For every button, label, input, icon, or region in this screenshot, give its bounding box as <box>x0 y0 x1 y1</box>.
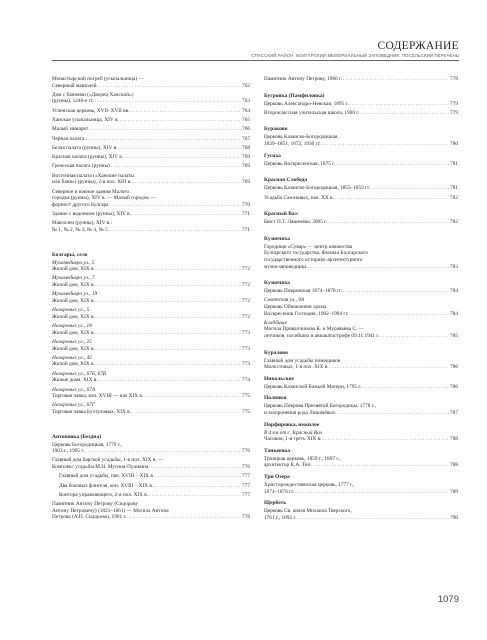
toc-entry-page: 773 <box>242 361 250 368</box>
toc-entry-title: Назаровых ул., 18 <box>52 323 92 330</box>
toc-entry-title: Второклассная учительская школа, 1900 г. <box>264 109 360 116</box>
toc-leader-dots <box>85 136 241 143</box>
toc-entry[interactable] <box>52 323 250 336</box>
toc-entry[interactable] <box>264 384 458 391</box>
toc-section-heading: Куралово <box>264 349 288 356</box>
toc-leader-dots <box>336 161 449 168</box>
toc-leader-dots <box>96 298 241 305</box>
toc-entry-title: Жилой дом, XIX в. <box>52 266 95 273</box>
toc-entry-title: Жилой дом, XIX в. <box>52 329 95 336</box>
toc-entry-title: Кладбище <box>264 319 288 326</box>
toc-left-column <box>52 76 250 524</box>
toc-leader-dots <box>337 410 450 417</box>
toc-entry-page: 768 <box>242 144 250 151</box>
toc-leader-dots <box>96 346 241 353</box>
toc-entry[interactable] <box>264 403 458 416</box>
toc-entry-title: Назаровых ул., 25 <box>52 338 92 345</box>
toc-entry-page: 781 <box>450 185 458 192</box>
toc-entry-title: № 1, № 2, № 3, № 4, № 5 <box>52 226 108 233</box>
toc-entry-page: 769 <box>242 154 250 161</box>
toc-entry-title: Здание с водоемом (руины), XIV в. <box>52 211 131 218</box>
toc-entry-title: Успенская церковь, XVII–XVII вв. <box>52 107 130 114</box>
toc-entry-title: Могила Привалчинова К. и Муравьёва С. — <box>264 326 364 333</box>
toc-entry[interactable] <box>52 483 250 490</box>
toc-entry[interactable] <box>52 117 250 124</box>
toc-entry[interactable] <box>52 108 250 115</box>
toc-section-heading: Антоновка (Бездна) <box>52 433 102 440</box>
toc-entry[interactable] <box>52 339 250 352</box>
toc-entry[interactable] <box>264 456 458 469</box>
toc-entry-page: 786 <box>450 383 458 390</box>
toc-entry-title: Назаровых ул., 67Б, 67В <box>52 370 107 377</box>
toc-section-heading: Кузнечиха <box>264 280 290 287</box>
toc-entry-page: 776 <box>242 448 250 455</box>
toc-leader-dots <box>380 333 449 340</box>
toc-entry[interactable] <box>52 76 250 89</box>
toc-entry-title: В 4 км от с. Красный Вал <box>264 429 323 436</box>
toc-entry-page: 785 <box>450 333 458 340</box>
toc-leader-dots <box>124 154 241 161</box>
toc-entry[interactable] <box>264 110 458 117</box>
toc-entry[interactable] <box>52 211 250 218</box>
toc-leader-dots <box>360 110 449 117</box>
toc-entry[interactable] <box>52 163 250 170</box>
toc-entry-page: 772 <box>242 282 250 288</box>
toc-entry-title: 1761 г., 1892 г. <box>264 514 297 521</box>
toc-entry-title: Черная палата <box>52 135 85 142</box>
toc-entry-title: Жилой дом, XIX в. <box>52 361 95 368</box>
toc-leader-dots <box>118 145 241 152</box>
toc-entry-title: Городище «Сувар» — центр княжества <box>264 243 353 250</box>
toc-entry[interactable] <box>264 134 458 147</box>
toc-entry-page: 790 <box>450 514 458 521</box>
toc-leader-dots <box>99 377 241 384</box>
toc-leader-dots <box>132 211 241 218</box>
toc-entry-page: 772 <box>242 297 250 304</box>
toc-leader-dots <box>307 264 449 271</box>
toc-entry[interactable] <box>52 402 250 415</box>
toc-entry-title: Северный мавзолей <box>52 82 97 89</box>
toc-entry[interactable] <box>52 154 250 161</box>
toc-entry-title: летчиков, погибших в авиакатастрофе 09.11.1941 г. <box>264 333 380 340</box>
toc-entry-page: 777 <box>242 482 250 489</box>
toc-entry-title: и захоронения рода Лишачёвых <box>264 410 336 416</box>
toc-entry-page: 779 <box>450 109 458 116</box>
toc-entry-title: или баня») (руины), 2-я пол. XIII в. <box>52 179 132 186</box>
toc-entry[interactable] <box>264 358 458 371</box>
toc-leader-dots <box>295 489 449 496</box>
toc-entry[interactable] <box>52 189 250 209</box>
toc-entry-title: Торговая лавка, кон. XVIII — нач XIX в. <box>52 393 144 400</box>
toc-right-column <box>264 76 458 524</box>
toc-entry-page: 767 <box>242 135 250 142</box>
toc-entry[interactable] <box>264 482 458 495</box>
toc-entry-page: 775 <box>242 393 250 400</box>
toc-entry-title: музея-заповедника <box>264 263 307 270</box>
toc-entry[interactable] <box>52 260 250 273</box>
toc-entry[interactable] <box>52 387 250 400</box>
toc-entry-page: 769 <box>242 179 250 186</box>
toc-leader-dots <box>330 364 449 371</box>
toc-leader-dots <box>362 384 449 391</box>
toc-entry-title: 1839–1851, 1872, 1930 гг. <box>264 141 321 148</box>
toc-entry-page: 781 <box>450 160 458 167</box>
toc-entry-title: Церковь Александро-Невская, 1895 г. <box>264 100 349 107</box>
header-divider <box>52 60 459 61</box>
toc-entry-title: Назаровых ул., 5 <box>52 307 90 314</box>
toc-leader-dots <box>297 515 449 522</box>
toc-entry-title: Бюст П.Т. Ляшечёва, 2005 г. <box>264 219 328 226</box>
toc-section-heading: Гусиха <box>264 152 281 159</box>
toc-entry-title: Памятник Антону Петрову, 1966 г. <box>264 76 342 82</box>
toc-entry-title: Усадьба Сазоновых, нач. XX в. <box>264 194 334 201</box>
toc-entry[interactable] <box>52 291 250 304</box>
toc-section-heading: Танкеевка <box>264 447 291 454</box>
toc-entry-page: 770 <box>242 201 250 208</box>
toc-entry[interactable] <box>52 126 250 133</box>
toc-leader-dots <box>96 282 241 289</box>
toc-entry-title: Церковь Казанско-Богородицкая, <box>264 134 339 141</box>
toc-entry-title: Антону Петровичу) (1821–1861) — Могила Антона <box>52 507 169 514</box>
toc-entry[interactable] <box>264 320 458 340</box>
toc-leader-dots <box>155 473 241 480</box>
toc-leader-dots <box>95 98 241 105</box>
toc-entry[interactable] <box>52 307 250 320</box>
toc-leader-dots <box>132 179 241 186</box>
toc-entry-page: 787 <box>450 410 458 416</box>
toc-entry[interactable] <box>52 136 250 143</box>
toc-entry-page: 773 <box>242 329 250 336</box>
toc-section-heading: Полянки <box>264 395 287 402</box>
toc-entry-page: 776 <box>242 464 250 471</box>
toc-leader-dots <box>109 227 241 234</box>
toc-entry-page: 772 <box>242 313 250 320</box>
toc-leader-dots <box>111 163 241 170</box>
toc-entry-title: Петрова (А.П. Сидорова), 1961 г. <box>52 514 127 521</box>
toc-section-heading: Красный Вал <box>264 211 298 218</box>
toc-entry[interactable] <box>52 501 250 521</box>
toc-leader-dots <box>109 202 241 209</box>
toc-entry-title: Мавзолеи (руины), XIV в.: <box>52 220 112 227</box>
toc-entry-title: форпост другого Булгара <box>52 201 109 208</box>
toc-entry-title: Назаровых ул., 67А <box>52 386 96 393</box>
toc-entry-page: 769 <box>242 163 250 170</box>
toc-entry[interactable] <box>264 219 458 226</box>
toc-entry-title: Мухамедьяра ул., 7 <box>52 275 95 282</box>
toc-entry-title: Комплекс усадьбы М.Н. Мусина-Пушкина <box>52 464 149 471</box>
toc-entry-title: Воскресения Господня, 1902–1904 гг. <box>264 310 349 317</box>
toc-entry-page: 771 <box>242 226 250 233</box>
toc-entry[interactable] <box>52 145 250 152</box>
toc-leader-dots <box>120 117 241 124</box>
toc-entry-page: 772 <box>242 266 250 273</box>
toc-entry-title: государственного историко-архитектурного <box>264 256 363 263</box>
toc-entry-title: Жилой дом, XIX в. <box>52 313 95 320</box>
toc-entry[interactable] <box>52 492 250 499</box>
toc-entry[interactable] <box>52 473 250 480</box>
toc-entry-page: 780 <box>450 141 458 148</box>
toc-entry-title: Церковь Казанской Божьей Матери, 1795 г. <box>264 383 362 390</box>
toc-entry-page: 777 <box>242 473 250 480</box>
toc-entry-title: Северное и южное здания Малого <box>52 188 130 195</box>
toc-entry[interactable] <box>52 92 250 105</box>
toc-entry-page: 775 <box>242 409 250 415</box>
toc-entry-page: 766 <box>242 126 250 133</box>
toc-entry-title: Назаровых ул., 45 <box>52 354 92 361</box>
toc-entry-title: Монастырский погреб (усыпальница) — <box>52 76 144 82</box>
toc-entry-title: Памятник Антону Петрову (Сидорову <box>52 501 139 508</box>
page-title: СОДЕРЖАНИЕ <box>377 40 459 52</box>
toc-leader-dots <box>96 314 241 321</box>
toc-entry-title: Троицкая церковь, 1859 г., 1897 г., <box>264 455 341 462</box>
toc-entry[interactable] <box>264 430 458 443</box>
toc-entry-title: Советская ул., 9А <box>264 297 305 304</box>
toc-section-heading: Кузнечиха <box>264 235 290 242</box>
toc-entry[interactable] <box>52 442 250 455</box>
toc-entry-page: 774 <box>242 377 250 384</box>
toc-entry-title: Восточная палата («Ханские палаты <box>52 172 134 179</box>
toc-entry-title: Церковь Воскресенская, 1875 г. <box>264 160 336 167</box>
toc-entry[interactable] <box>264 76 458 83</box>
toc-entry[interactable] <box>264 288 458 295</box>
toc-leader-dots <box>328 219 449 226</box>
toc-entry[interactable] <box>52 371 250 384</box>
toc-leader-dots <box>96 330 241 337</box>
toc-entry[interactable] <box>264 244 458 270</box>
toc-entry-page: 782 <box>450 194 458 201</box>
toc-leader-dots <box>349 101 449 108</box>
toc-leader-dots <box>144 393 241 400</box>
toc-entry[interactable] <box>264 161 458 168</box>
toc-entry-title: Главный дом барской усадьбы, 1-я пол. XIX в. — <box>52 457 164 464</box>
toc-leader-dots <box>132 409 241 416</box>
toc-leader-dots <box>130 108 241 115</box>
toc-entry[interactable] <box>52 220 250 233</box>
toc-leader-dots <box>149 464 241 471</box>
toc-entry-page: 765 <box>242 117 250 124</box>
toc-entry-title: Два боковых флигеля, кон. XVIII – XIX в. <box>59 482 154 489</box>
toc-entry-page: 788 <box>450 462 458 469</box>
toc-leader-dots <box>343 288 449 295</box>
toc-entry-page: 788 <box>450 436 458 443</box>
toc-section-heading: Щербеть <box>264 500 287 507</box>
toc-entry-page: 783 <box>450 263 458 270</box>
toc-entry-page: 773 <box>242 345 250 352</box>
toc-entry-title: Белая палата (руины), XIV в. <box>52 144 118 151</box>
toc-entry-title: Главный дом усадьбы, нач. XVIII – XIX в. <box>59 473 155 480</box>
toc-entry[interactable] <box>52 275 250 288</box>
toc-entry[interactable] <box>264 297 458 317</box>
toc-entry-title: Торговая лавка Бухтуловых, XIX в. <box>52 409 131 415</box>
toc-entry[interactable] <box>52 457 250 470</box>
toc-entry-page: 782 <box>450 219 458 226</box>
toc-entry-title: Жилой дом, XIX в. <box>52 282 95 288</box>
toc-entry-title: Жилые дома, XIX в. <box>52 377 98 384</box>
page-subtitle: СПАССКИЙ РАЙОН. БОЛГАРСКИЙ МЕМОРИАЛЬНЫЙ ЗАПОВЕДНИК. ПОСЕЛЬСКИЙ ПЕРЕЧЕНЬ <box>251 53 459 58</box>
toc-entry-title: Булгарского государства. Филиал Болгарского <box>264 250 368 257</box>
toc-leader-dots <box>149 492 241 499</box>
toc-section-heading: Порфировка, нежилое <box>264 421 320 428</box>
toc-entry-page: 786 <box>450 364 458 371</box>
toc-entry-page: 784 <box>450 310 458 317</box>
toc-leader-dots <box>371 185 449 192</box>
toc-leader-dots <box>154 483 241 490</box>
toc-entry-title: 1874–1876 гг. <box>264 488 295 495</box>
toc-entry-title: Мухамедьяра ул., 5 <box>52 259 95 266</box>
toc-entry[interactable] <box>264 195 458 202</box>
toc-entry-title: Назаровых ул., 67Г <box>52 402 95 409</box>
toc-entry-page: 763 <box>242 98 250 105</box>
toc-entry-title: Дом с баннями («Дворец Ханский») <box>52 91 134 98</box>
toc-leader-dots <box>127 514 241 521</box>
toc-entry-title: Церковь Покровская 1874–1878 гг. <box>264 288 343 295</box>
toc-leader-dots <box>85 448 241 455</box>
toc-entry-page: 779 <box>450 100 458 107</box>
toc-entry-title: (руины), 1240-е гг. <box>52 98 94 105</box>
toc-entry-title: Контора управляющего, 2-я пол. XIX в. <box>59 491 149 498</box>
toc-entry-title: Христорождественская церковь, 1777 г., <box>264 481 355 488</box>
toc-entry-title: Церковь Покрова Пресвятой Богородицы, 1778 г., <box>264 403 376 410</box>
toc-entry-title: архитектор К.А. Тон <box>264 462 311 469</box>
toc-entry-title: Главный дом усадьбы помещиков <box>264 357 341 364</box>
toc-entry-page: 762 <box>242 82 250 89</box>
toc-entry-title: Красная палата (руины), XIV в. <box>52 154 124 161</box>
toc-leader-dots <box>96 266 241 273</box>
toc-section-heading: Болгары, село <box>52 251 88 258</box>
toc-leader-dots <box>343 76 449 83</box>
toc-section-heading: Красная Слобода <box>264 177 308 184</box>
toc-entry-title: Церковь Богородицкая, 1779 г., <box>52 441 122 448</box>
toc-entry-page: 778 <box>450 76 458 82</box>
page-number: 1079 <box>437 594 459 605</box>
toc-entry[interactable] <box>264 185 458 192</box>
toc-entry-title: 1903 г., 1995 г. <box>52 448 85 455</box>
toc-entry-title: Церковь Казанско-Богородицкая, 1855–1859 гг. <box>264 185 371 192</box>
toc-section-heading: Три Озера <box>264 473 290 480</box>
toc-leader-dots <box>322 436 449 443</box>
toc-leader-dots <box>349 311 449 318</box>
toc-entry-title: Малый минарет <box>52 126 89 133</box>
toc-entry-title: Жилой дом, XIX в. <box>52 297 95 304</box>
toc-section-heading: Бугровка (Памфиловка) <box>264 92 325 99</box>
toc-entry[interactable] <box>52 355 250 368</box>
toc-entry-title: городка (руины), XIV в. — Малый городок — <box>52 195 156 202</box>
toc-entry-page: 784 <box>450 288 458 295</box>
toc-entry[interactable] <box>264 508 458 521</box>
toc-leader-dots <box>311 462 449 469</box>
toc-entry[interactable] <box>52 173 250 186</box>
toc-entry-page: 789 <box>450 488 458 495</box>
toc-leader-dots <box>335 195 449 202</box>
toc-leader-dots <box>322 141 449 148</box>
toc-leader-dots <box>89 126 241 133</box>
toc-leader-dots <box>96 361 241 368</box>
toc-entry-title: Часовня, 1-я треть XIX в. <box>264 436 322 443</box>
toc-entry-title: Церковь Обновления храма <box>264 303 327 310</box>
toc-section-heading: Никольское <box>264 375 294 382</box>
toc-leader-dots <box>98 83 241 90</box>
toc-entry-title: Ханская усыпальница, XIV в. <box>52 117 119 124</box>
toc-entry-page: 771 <box>242 211 250 218</box>
toc-section-heading: Бураково <box>264 126 288 133</box>
toc-entry-title: Молостовых, 1-я пол. XIX в. <box>264 364 329 371</box>
toc-entry[interactable] <box>264 101 458 108</box>
toc-entry-page: 764 <box>242 107 250 114</box>
toc-entry-title: Мухамедьяра ул., 19 <box>52 291 98 298</box>
toc-entry-title: Греческая палата (руины) <box>52 163 110 170</box>
toc-entry-page: 778 <box>242 514 250 521</box>
toc-entry-page: 777 <box>242 491 250 498</box>
toc-entry-title: Церковь Св. князя Михаила Тверского, <box>264 508 352 515</box>
toc-entry-title: Жилой дом, XIX в. <box>52 345 95 352</box>
